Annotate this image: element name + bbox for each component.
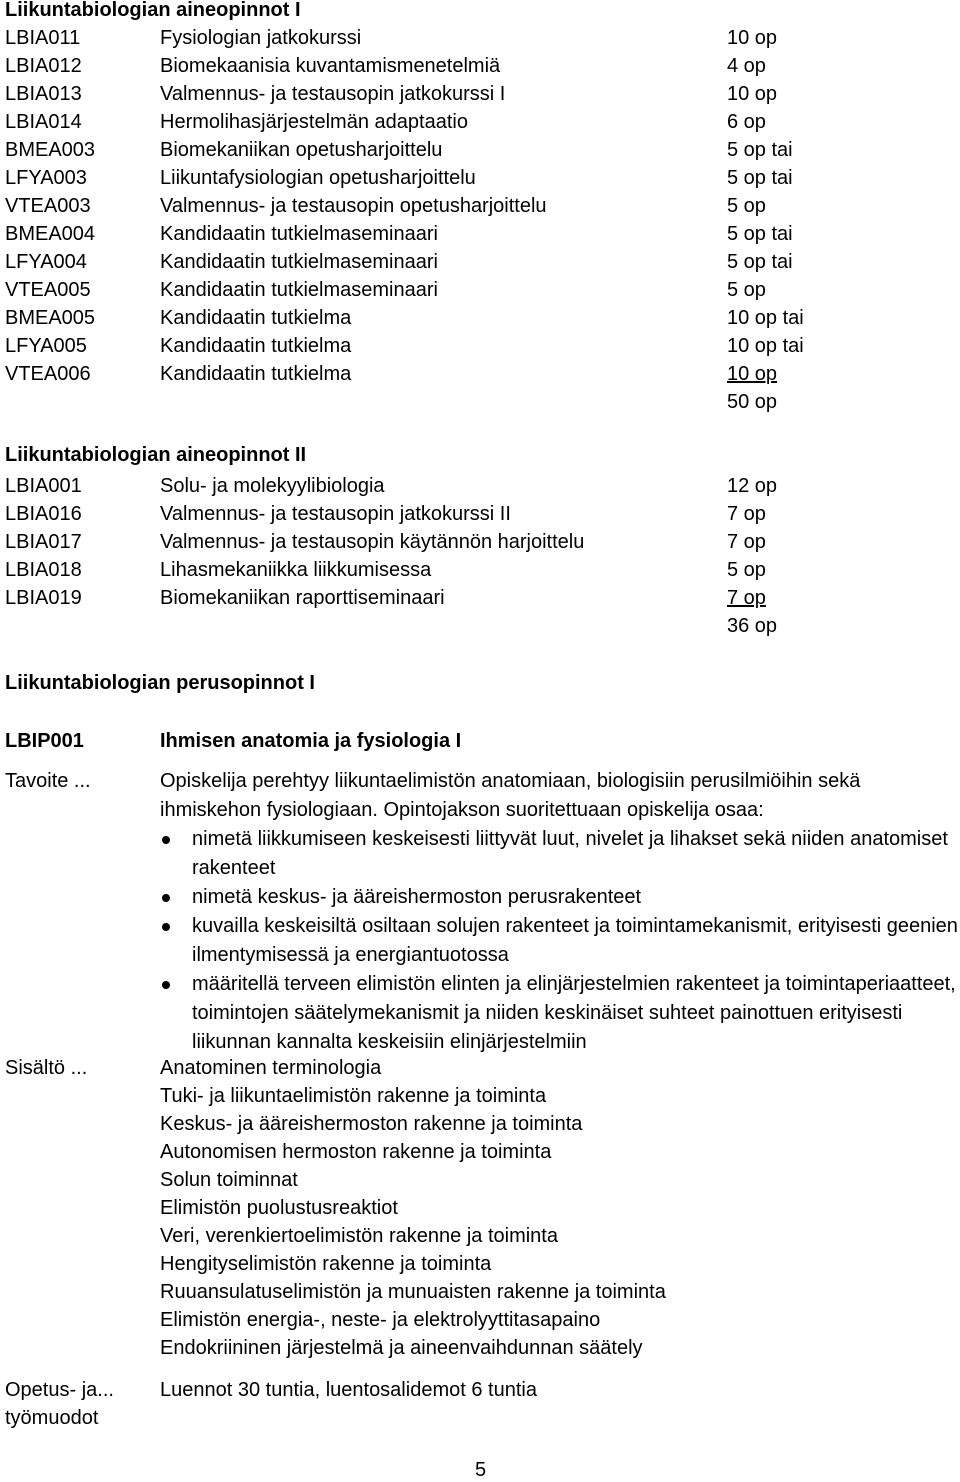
course-code: LBIA016	[5, 503, 82, 525]
course-credits: 7 op	[727, 531, 766, 553]
table-row	[0, 80, 960, 108]
goal-intro: Opiskelija perehtyy liikuntaelimistön anatomiaan, biologisiin perusilmiöihin sekä ihmiskehon fysiologiaan. Opintojakson suoritettuaan opiskelija osaa:	[160, 770, 861, 821]
course-name: Solu- ja molekyylibiologia	[160, 475, 385, 497]
course-name: Lihasmekaniikka liikkumisessa	[160, 559, 432, 581]
course-credits: 5 op	[727, 195, 766, 217]
course-credits: 5 op	[727, 279, 766, 301]
course-code: BMEA005	[5, 307, 96, 329]
course-code: LBIA001	[5, 475, 82, 497]
bullet-icon	[162, 836, 170, 844]
course-name: Kandidaatin tutkielma	[160, 335, 352, 357]
table-row	[0, 360, 960, 388]
course-name: Valmennus- ja testausopin jatkokurssi II	[160, 503, 511, 525]
bullet-icon	[162, 981, 170, 989]
list-item: Veri, verenkiertoelimistön rakenne ja toiminta	[160, 1225, 558, 1247]
table-row	[0, 304, 960, 332]
course-credits: 7 op	[727, 503, 766, 525]
course-credits: 10 op tai	[727, 335, 804, 357]
content-label: Sisältö ...	[5, 1057, 88, 1079]
table-row	[0, 136, 960, 164]
course-code: VTEA005	[5, 279, 91, 301]
table-row	[0, 472, 960, 500]
goal-label: Tavoite ...	[5, 770, 91, 792]
course-code: LFYA004	[5, 251, 87, 273]
course-code: LBIA018	[5, 559, 82, 581]
table-row	[0, 192, 960, 220]
bullet-icon	[162, 894, 170, 902]
course-code: LBIA013	[5, 83, 82, 105]
course-code: LFYA005	[5, 335, 87, 357]
course-credits: 5 op	[727, 559, 766, 581]
course-code: VTEA003	[5, 195, 91, 217]
course-code: LBIA012	[5, 55, 82, 77]
course-credits: 10 op tai	[727, 307, 804, 329]
list-item	[160, 970, 960, 1057]
teaching-label-cont: työmuodot	[5, 1407, 99, 1429]
course-credits: 10 op	[727, 363, 778, 385]
table-row	[0, 584, 960, 612]
list-item: Ruuansulatuselimistön ja munuaisten rakenne ja toiminta	[160, 1281, 666, 1303]
bullet-icon	[162, 923, 170, 931]
course-name: Valmennus- ja testausopin jatkokurssi I	[160, 83, 506, 105]
list-item: Keskus- ja ääreishermoston rakenne ja toiminta	[160, 1113, 583, 1135]
course-code: BMEA004	[5, 223, 96, 245]
goal-text: nimetä keskus- ja ääreishermoston perusrakenteet	[192, 886, 642, 908]
section-heading: Liikuntabiologian aineopinnot II	[5, 444, 307, 466]
list-item: Solun toiminnat	[160, 1169, 298, 1191]
course-name: Kandidaatin tutkielmaseminaari	[160, 279, 438, 301]
goal-text: kuvailla keskeisiltä osiltaan solujen rakenteet ja toimintamekanismit, erityisesti geenien ilmentymisessä ja energiantuotossa	[192, 915, 958, 966]
course-title	[0, 727, 960, 755]
list-item: Tuki- ja liikuntaelimistön rakenne ja toiminta	[160, 1085, 547, 1107]
course-credits: 5 op tai	[727, 251, 793, 273]
course-name: Liikuntafysiologian opetusharjoittelu	[160, 167, 476, 189]
course-credits: 7 op	[727, 587, 766, 609]
course-credits: 10 op	[727, 83, 778, 105]
course-code: BMEA003	[5, 139, 96, 161]
table-row	[0, 108, 960, 136]
course-credits: 5 op tai	[727, 167, 793, 189]
course-name: Valmennus- ja testausopin käytännön harjoittelu	[160, 531, 585, 553]
course-name: Biomekaanisia kuvantamismenetelmiä	[160, 55, 501, 77]
list-item: Hengityselimistön rakenne ja toiminta	[160, 1253, 492, 1275]
course-credits: 5 op tai	[727, 223, 793, 245]
total-row	[0, 612, 960, 640]
section-heading: Liikuntabiologian perusopinnot I	[5, 672, 315, 694]
course-name: Kandidaatin tutkielmaseminaari	[160, 251, 438, 273]
table-row	[0, 248, 960, 276]
teaching-text: Luennot 30 tuntia, luentosalidemot 6 tuntia	[160, 1379, 537, 1401]
table-row	[0, 556, 960, 584]
section-heading: Liikuntabiologian aineopinnot I	[5, 0, 301, 21]
course-code: LBIA011	[5, 27, 81, 49]
list-item	[160, 825, 960, 883]
table-row	[0, 164, 960, 192]
course-code: LBIA014	[5, 111, 82, 133]
page-number: 5	[475, 1459, 487, 1481]
course-name: Fysiologian jatkokurssi	[160, 27, 362, 49]
course-code: LBIA017	[5, 531, 82, 553]
table-row	[0, 332, 960, 360]
table-row	[0, 52, 960, 80]
credits-total: 50 op	[727, 391, 778, 413]
course-name: Kandidaatin tutkielma	[160, 363, 352, 385]
list-item	[160, 912, 960, 970]
course-credits: 12 op	[727, 475, 778, 497]
table-row	[0, 24, 960, 52]
list-item: Elimistön energia-, neste- ja elektrolyyttitasapaino	[160, 1309, 601, 1331]
course-credits: 5 op tai	[727, 139, 793, 161]
total-row	[0, 388, 960, 416]
credits-total: 36 op	[727, 615, 778, 637]
list-item: Elimistön puolustusreaktiot	[160, 1197, 398, 1219]
goal-list	[160, 825, 960, 1057]
list-item: Autonomisen hermoston rakenne ja toiminta	[160, 1141, 552, 1163]
course-credits: 6 op	[727, 111, 766, 133]
course-name: Biomekaniikan opetusharjoittelu	[160, 139, 443, 161]
course-name: Valmennus- ja testausopin opetusharjoittelu	[160, 195, 547, 217]
course-code: LBIP001	[5, 730, 84, 752]
table-row	[0, 220, 960, 248]
course-name: Kandidaatin tutkielmaseminaari	[160, 223, 438, 245]
course-credits: 10 op	[727, 27, 778, 49]
course-name: Kandidaatin tutkielma	[160, 307, 352, 329]
course-code: LBIA019	[5, 587, 82, 609]
course-code: LFYA003	[5, 167, 87, 189]
goal-text: nimetä liikkumiseen keskeisesti liittyvät luut, nivelet ja lihakset sekä niiden anatomiset rakenteet	[192, 828, 948, 879]
list-item	[160, 883, 960, 912]
list-item: Endokriininen järjestelmä ja aineenvaihdunnan säätely	[160, 1337, 643, 1359]
course-name: Biomekaniikan raporttiseminaari	[160, 587, 445, 609]
course-name: Hermolihasjärjestelmän adaptaatio	[160, 111, 468, 133]
table-row	[0, 276, 960, 304]
course-credits: 4 op	[727, 55, 766, 77]
table-row	[0, 528, 960, 556]
teaching-label: Opetus- ja...	[5, 1379, 114, 1401]
table-row	[0, 500, 960, 528]
course-name: Ihmisen anatomia ja fysiologia I	[160, 730, 462, 752]
course-code: VTEA006	[5, 363, 91, 385]
list-item: Anatominen terminologia	[160, 1057, 382, 1079]
goal-text: määritellä terveen elimistön elinten ja elinjärjestelmien rakenteet ja toimintaperiaatteet, toimintojen säätelymekanismit ja niiden keskinäiset suhteet painottuen erityisesti liikunnan kannalta keskeisiin elinjärjestelmiin	[192, 973, 956, 1053]
